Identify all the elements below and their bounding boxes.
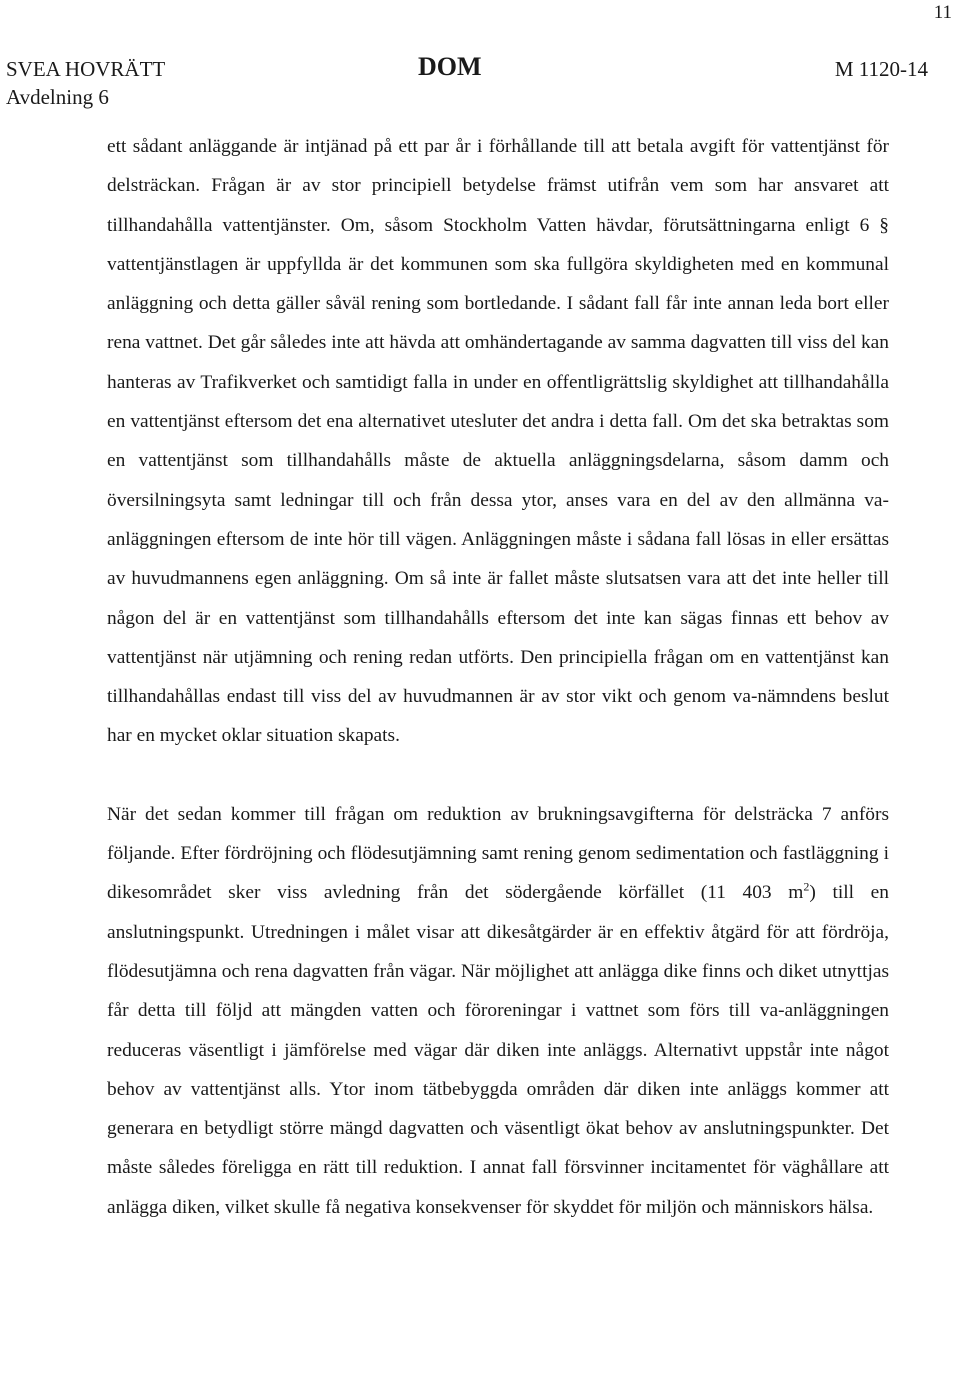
square-meter-superscript: 2 — [803, 879, 810, 894]
document-type: DOM — [418, 52, 482, 81]
body-paragraph-2-part-2: ) till en anslutningspunkt. Utredningen i målet visar att dikesåtgärder är en effektiv åtgärd för att fördröja, flödesutjämna och rena dagvatten från vägar. När möjlighet att anlägga dike finns och diket utnyttjas får detta till följd att mängden vatten och föroreningar i vattnet som förs till va-anläggningen reduceras väsentligt i jämförelse med vägar där diken inte anläggs. Alternativt uppstår inte något behov av vattentjänst alls. Ytor inom tätbebyggda områden där diken inte anläggs kommer att generara en betydligt större mängd dagvatten och väsentligt ökat behov av anslutningspunkter. Det måste således föreligga en rätt till reduktion. I annat fall försvinner incitamentet för väghållare att anlägga diken, vilket skulle få negativa konsekvenser för skyddet för miljön och människors hälsa. — [107, 882, 889, 1218]
document-header — [6, 52, 928, 111]
body-paragraph-2-part-1: När det sedan kommer till frågan om reduktion av brukningsavgifterna för delsträcka 7 anförs följande. Efter fördröjning och flödesutjämning samt rening genom sedimentation och fastläggning i dikesområdet sker viss avledning från det södergående körfället (11 403 m — [107, 803, 889, 904]
header-court-block — [6, 55, 165, 111]
page-number: 11 — [933, 2, 952, 23]
document-body — [107, 127, 889, 1227]
body-paragraph-1: ett sådant anläggande är intjänad på ett par år i förhållande till att betala avgift för vattentjänst för delsträckan. Frågan är av stor principiell betydelse främst utifrån vem som har ansvaret att tillhandahålla vattentjänster. Om, såsom Stockholm Vatten hävdar, förutsättningarna enligt 6 § vattentjänstlagen är uppfyllda är det kommunen som ska fullgöra skyldigheten med en kommunal anläggning och detta gäller såväl rening som bortledande. I sådant fall får inte annan leda bort eller rena vattnet. Det går således inte att hävda att omhändertagande av samma dagvatten till viss del kan hanteras av Trafikverket och samtidigt falla in under en offentligrättslig skyldighet att tillhandahålla en vattentjänst eftersom det ena alternativet utesluter det andra i detta fall. Om det ska betraktas som en vattentjänst som tillhandahålls måste de aktuella anläggningsdelarna, såsom damm och översilningsyta samt ledningar till och från dessa ytor, anses vara en del av den allmänna va-anläggningen eftersom de inte hör till vägen. Anläggningen måste i sådana fall lösas in eller ersättas av huvudmannens egen anläggning. Om så inte är fallet måste slutsatsen vara att det inte heller till någon del är en vattentjänst som tillhandahålls eftersom det inte kan sägas finnas ett behov av vattentjänst när utjämning och rening redan utförts. Den principiella frågan om en vattentjänst kan tillhandahållas endast till viss del av huvudmannen är av stor vikt och genom va-nämndens beslut har en mycket oklar situation skapats. — [107, 136, 889, 747]
court-name: SVEA HOVRÄTT — [6, 57, 166, 81]
case-number: M 1120-14 — [834, 57, 928, 81]
body-paragraph-2 — [107, 795, 889, 1227]
division-name: Avdelning 6 — [6, 85, 109, 109]
